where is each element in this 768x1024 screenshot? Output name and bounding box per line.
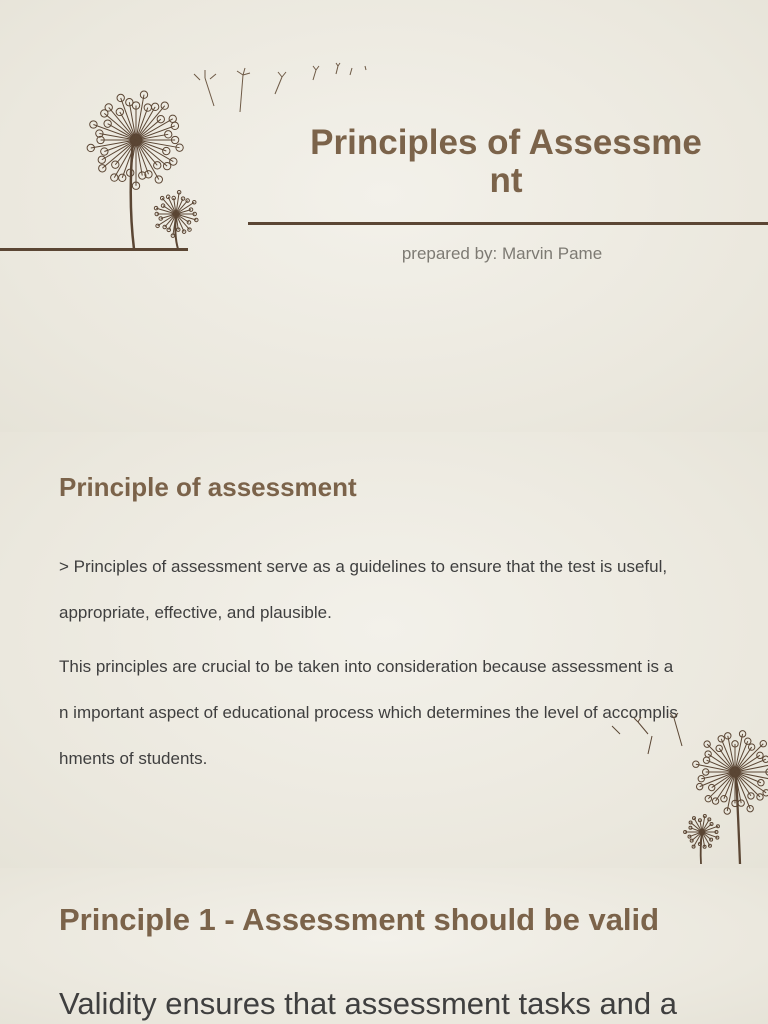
principle-overview-slide (0, 432, 768, 868)
paragraph-importance: This principles are crucial to be taken into consideration because assessment is an important aspect of educational process which determines the level of accomplishments of students. (59, 657, 678, 768)
title-slide (0, 0, 768, 432)
paragraph-definition: > Principles of assessment serve as a guidelines to ensure that the test is useful, appropriate, effective, and plausible. (59, 557, 668, 622)
ground-line (0, 248, 188, 251)
presenter-subtitle: prepared by: Marvin Pame (401, 244, 603, 263)
dandelion-illustration-right (590, 692, 768, 868)
presentation-title: Principles of Assessment (310, 123, 702, 200)
principle-heading: Principle 1 - Assessment should be valid (59, 902, 660, 937)
principle-body-text: Validity ensures that assessment tasks and a (59, 986, 678, 1021)
principle-one-slide (0, 868, 768, 1024)
title-divider (248, 222, 768, 225)
section-heading: Principle of assessment (59, 472, 357, 502)
